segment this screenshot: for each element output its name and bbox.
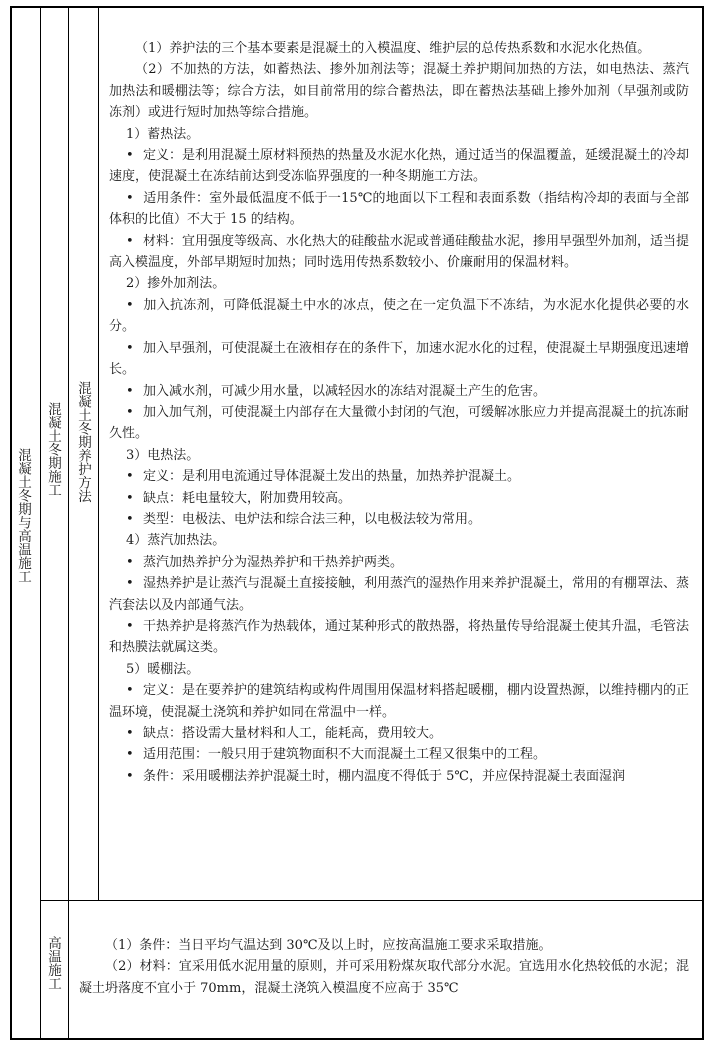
bullet-icon: • — [126, 340, 134, 356]
label-winter-curing-methods: 混凝土冬期养护方法 — [75, 381, 91, 503]
list-item: • 定义：是利用混凝土原材料预热的热量及水泥水化热，通过适当的保温覆盖，延缓混凝土的冷却速度，使混凝土在冻结前达到受冻临界强度的一种冬期施工方法。 — [109, 145, 689, 188]
label-winter-construction: 混凝土冬期施工 — [45, 402, 61, 497]
bullet-icon: • — [126, 383, 134, 399]
hot-paragraph-1: （1）条件：当日平均气温达到 30℃及以上时，应按高温施工要求采取措施。 — [105, 938, 552, 953]
bullet-icon: • — [126, 511, 134, 527]
list-item: • 干热养护是将蒸汽作为热载体，通过某种形式的散热器，将热量传导给混凝土使其升温，毛管法和热膜法就属这类。 — [109, 616, 689, 659]
list-item: • 适用范围：一般只用于建筑物面积不大而混凝土工程又很集中的工程。 — [109, 744, 689, 765]
label-hot-construction: 高温施工 — [45, 936, 61, 990]
bullet-icon: • — [126, 233, 134, 249]
list-item: • 湿热养护是让蒸汽与混凝土直接接触，利用蒸汽的湿热作用来养护混凝土，常用的有棚罩法、蒸汽套法以及内部通气法。 — [109, 573, 689, 616]
list-item: • 条件：采用暖棚法养护混凝土时，棚内温度不得低于 5℃，并应保持混凝土表面湿润 — [109, 766, 689, 787]
subheading-steam-heating: 4）蒸汽加热法。 — [126, 533, 226, 549]
list-item: • 适用条件：室外最低温度不低于一15℃的地面以下工程和表面系数（指结构冷却的表面与全部体积的比值）不大于 15 的结构。 — [109, 188, 689, 231]
list-item: • 定义：是在要养护的建筑结构或构件周围用保温材料搭起暖棚，棚内设置热源，以维持棚内的正温环境，使混凝土浇筑和养护如同在常温中一样。 — [109, 680, 689, 723]
subheading-heat-storage: 1）蓄热法。 — [126, 126, 200, 142]
row-divider — [40, 900, 703, 901]
list-item: • 类型：电极法、电炉法和综合法三种，以电极法较为常用。 — [109, 509, 689, 530]
list-item: • 蒸汽加热养护分为湿热养护和干热养护两类。 — [109, 552, 689, 573]
bullet-icon: • — [126, 404, 134, 420]
bullet-icon: • — [126, 148, 134, 164]
bullet-icon: • — [126, 726, 134, 741]
column-divider-2 — [68, 7, 69, 1039]
list-item: • 材料：宜用强度等级高、水化热大的硅酸盐水泥或普通硅酸盐水泥，掺用早强型外加剂，适当提高入模温度，外部早期短时加热；同时选用传热系数较小、价廉耐用的保温材料。 — [109, 231, 689, 274]
bullet-icon: • — [126, 768, 134, 784]
bullet-icon: • — [126, 618, 134, 634]
subheading-electric-heating: 3）电热法。 — [126, 447, 200, 463]
bullet-icon: • — [126, 554, 134, 570]
winter-curing-content — [109, 38, 689, 787]
subheading-admixture: 2）掺外加剂法。 — [126, 276, 226, 292]
list-item: • 加入加气剂，可使混凝土内部存在大量微小封闭的气泡，可缓解冰胀应力并提高混凝土的抗冻耐久性。 — [109, 402, 689, 445]
hot-paragraph-2: （2）材料：宜采用低水泥用量的原则，并可采用粉煤灰取代部分水泥。宜选用水化热较低的水泥；混凝土坍落度不宜小于 70mm，混凝土浇筑入模温度不应高于 35℃ — [79, 959, 689, 996]
hot-weather-content — [79, 935, 689, 999]
column-divider-1 — [40, 7, 41, 1039]
bullet-icon: • — [126, 190, 134, 206]
list-item: • 加入早强剂，可使混凝土在液相存在的条件下，加速水泥水化的过程，使混凝土早期强度迅速增长。 — [109, 338, 689, 381]
subheading-warm-shed: 5）暖棚法。 — [126, 661, 200, 677]
list-item: • 缺点：搭设需大量材料和人工，能耗高，费用较大。 — [109, 723, 689, 744]
list-item: • 加入抗冻剂，可降低混凝土中水的冰点，使之在一定负温下不冻结，为水泥水化提供必要的水分。 — [109, 295, 689, 338]
list-item: • 缺点：耗电量较大，附加费用较高。 — [109, 488, 689, 509]
bullet-icon: • — [126, 683, 134, 699]
paragraph-2: （2）不加热的方法，如蓄热法、掺外加剂法等；混凝土养护期间加热的方法，如电热法、蒸汽加热法和暖棚法等；综合方法，如目前常用的综合蓄热法，即在蓄热法基础上掺外加剂（早强剂或防冻剂）或进行短时加热等综合措施。 — [109, 62, 689, 121]
bullet-icon: • — [126, 469, 134, 485]
bullet-icon: • — [126, 490, 134, 506]
paragraph-1: （1）养护法的三个基本要素是混凝土的入模温度、维护层的总传热系数和水泥水化热值。 — [135, 41, 651, 56]
bullet-icon: • — [126, 747, 134, 763]
column-divider-3 — [98, 7, 99, 901]
bullet-icon: • — [126, 297, 134, 313]
bullet-icon: • — [126, 576, 134, 592]
label-winter-hot-construction: 混凝土冬期与高温施工 — [15, 448, 31, 583]
list-item: • 加入减水剂，可减少用水量，以减轻因水的冻结对混凝土产生的危害。 — [109, 381, 689, 402]
list-item: • 定义：是利用电流通过导体混凝土发出的热量，加热养护混凝土。 — [109, 466, 689, 487]
